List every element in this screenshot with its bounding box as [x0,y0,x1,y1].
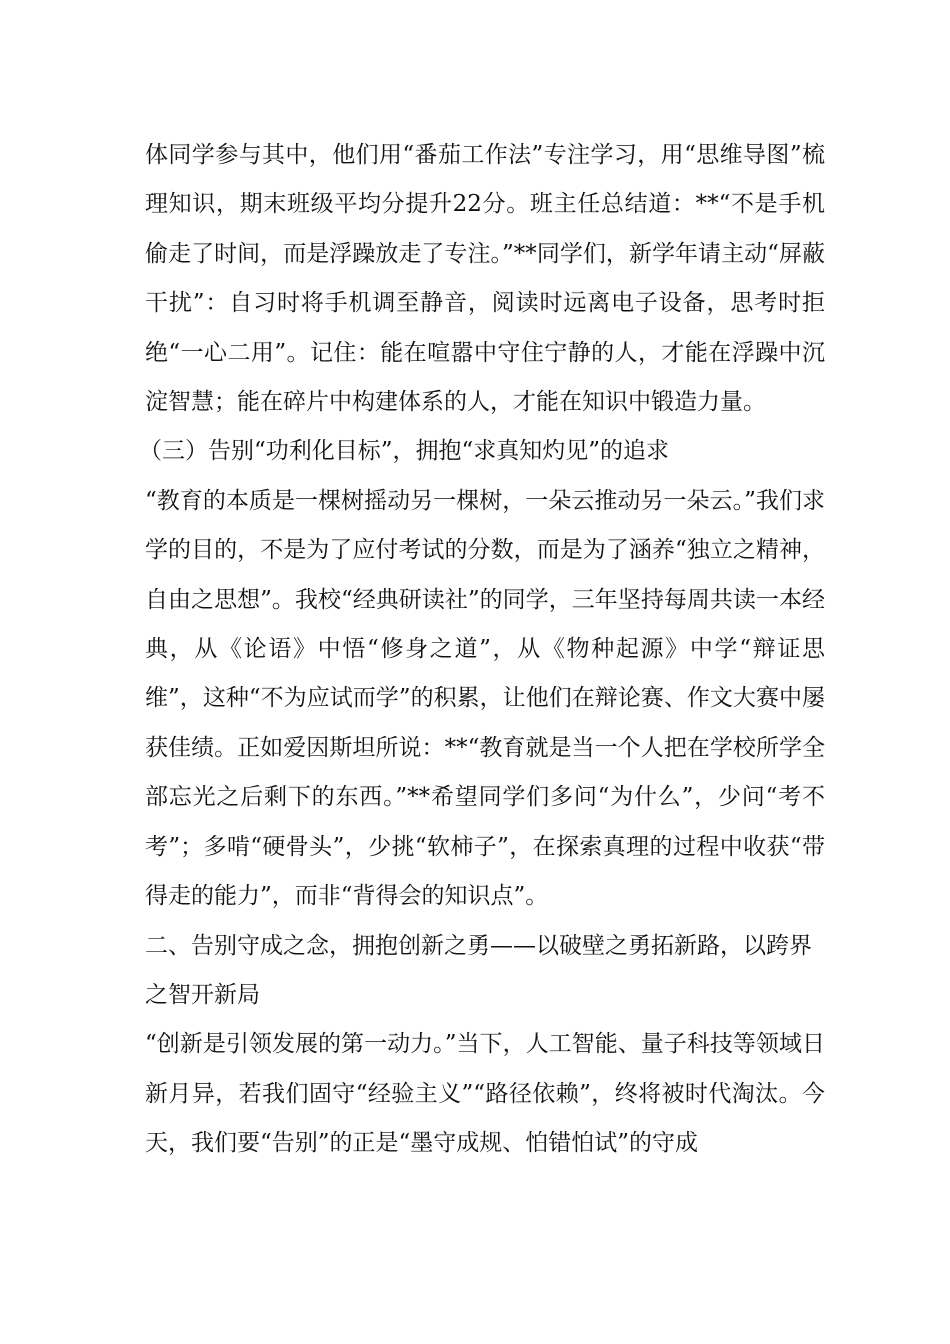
section-heading: 二、告别守成之念，拥抱创新之勇——以破壁之勇拓新路，以跨界之智开新局 [145,932,812,1008]
body-paragraph: 体同学参与其中，他们用“番茄工作法”专注学习，用“思维导图”梳理知识，期末班级平均分提升22分。班主任总结道：**“不是手机偷走了时间，而是浮躁放走了专注。”**同学们，新学年请主动“屏蔽干扰”：自习时将手机调至静音，阅读时远离电子设备，思考时拒绝“一心二用”。记住：能在喧嚣中守住宁静的人，才能在浮躁中沉淀智慧；能在碎片中构建体系的人，才能在知识中锻造力量。 [145,142,825,416]
document-body [139,131,825,1169]
body-paragraph: “创新是引领发展的第一动力。”当下，人工智能、量子科技等领域日新月异，若我们固守“经验主义”“路径依赖”，终将被时代淘汰。今天，我们要“告别”的正是“墨守成规、怕错怕试”的守成 [145,1031,825,1157]
subsection-heading: （三）告别“功利化目标”，拥抱“求真知灼见”的追求 [139,438,670,465]
body-paragraph: “教育的本质是一棵树摇动另一棵树，一朵云推动另一朵云。”我们求学的目的，不是为了应付考试的分数，而是为了涵养“独立之精神，自由之思想”。我校“经典研读社”的同学，三年坚持每周共读一本经典，从《论语》中悟“修身之道”，从《物种起源》中学“辩证思维”，这种“不为应试而学”的积累，让他们在辩论赛、作文大赛中屡获佳绩。正如爱因斯坦所说：**“教育就是当一个人把在学校所学全部忘光之后剩下的东西。”**希望同学们多问“为什么”，少问“考不考”；多啃“硬骨头”，少挑“软柿子”，在探索真理的过程中收获“带得走的能力”，而非“背得会的知识点”。 [145,487,825,910]
